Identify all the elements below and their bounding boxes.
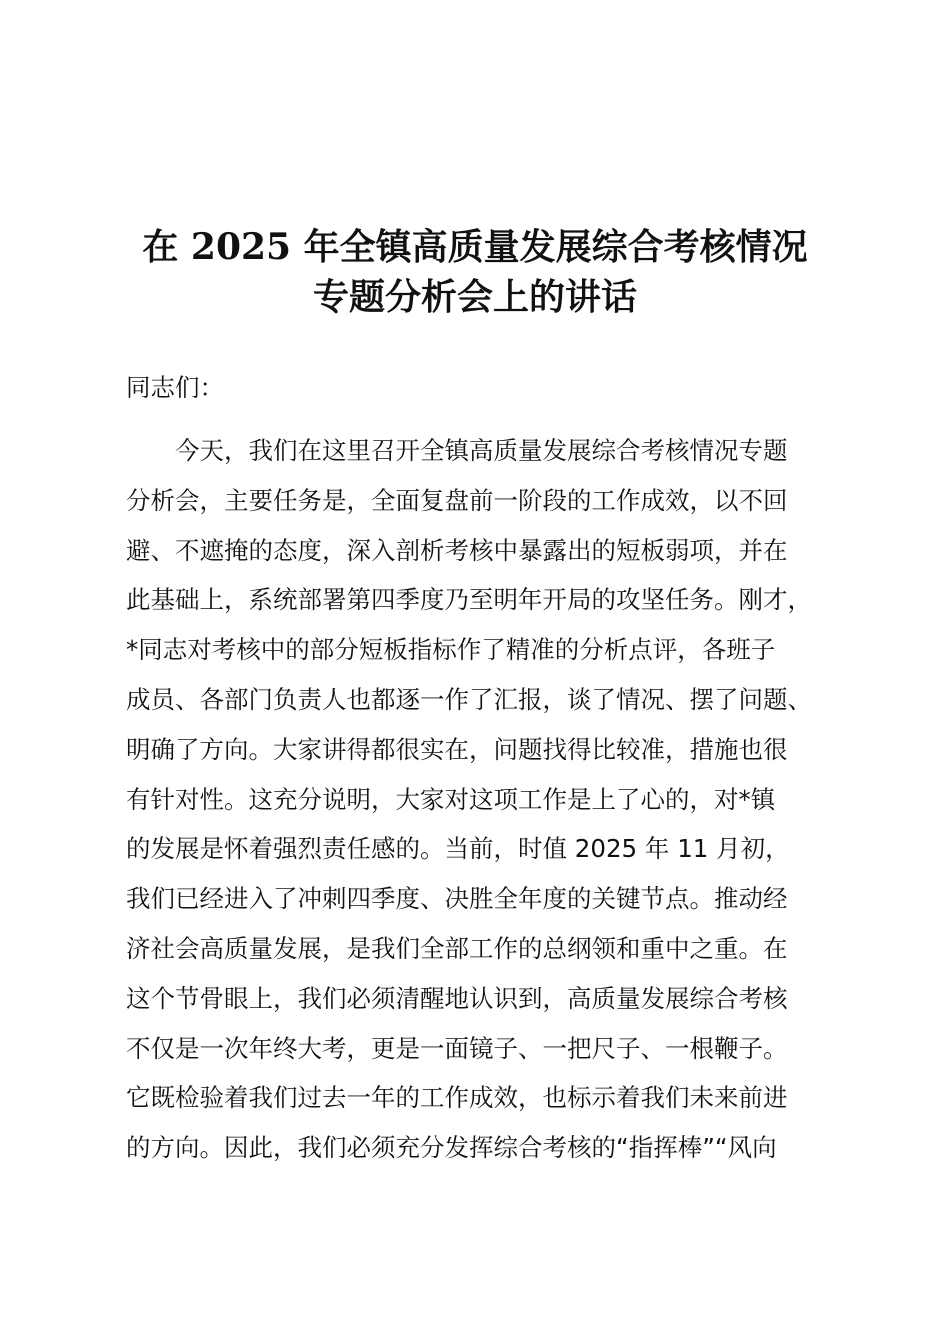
- paragraph-line: 这个节骨眼上，我们必须清醒地认识到，高质量发展综合考核: [126, 983, 788, 1013]
- title-line-2: 专题分析会上的讲话: [312, 276, 637, 319]
- paragraph-line: 的方向。因此，我们必须充分发挥综合考核的“指挥棒”“风向: [126, 1133, 777, 1163]
- paragraph-line: *同志对考核中的部分短板指标作了精准的分析点评，各班子: [126, 635, 776, 665]
- paragraph-line: 避、不遮掩的态度，深入剖析考核中暴露出的短板弱项，并在: [126, 535, 788, 565]
- paragraph-line: 此基础上，系统部署第四季度乃至明年开局的攻坚任务。刚才，: [126, 585, 812, 615]
- paragraph-line: 成员、各部门负责人也都逐一作了汇报，谈了情况、摆了问题、: [126, 684, 812, 714]
- paragraph: [126, 426, 846, 1173]
- paragraph-line: 明确了方向。大家讲得都很实在，问题找得比较准，措施也很: [126, 734, 788, 764]
- paragraph-line: 济社会高质量发展，是我们全部工作的总纲领和重中之重。在: [126, 933, 788, 963]
- document-title: [60, 222, 890, 322]
- document-body: [126, 368, 846, 1173]
- paragraph-line: 的发展是怀着强烈责任感的。当前，时值 2025 年 11 月初，: [126, 834, 790, 864]
- salutation: 同志们：: [126, 373, 224, 402]
- paragraph-line: 我们已经进入了冲刺四季度、决胜全年度的关键节点。推动经: [126, 884, 788, 914]
- title-line-1: 在 2025 年全镇高质量发展综合考核情况: [142, 226, 808, 269]
- paragraph-line: 有针对性。这充分说明，大家对这项工作是上了心的，对*镇: [126, 784, 776, 814]
- paragraph-line: 分析会，主要任务是，全面复盘前一阶段的工作成效，以不回: [126, 485, 788, 515]
- paragraph-line: 不仅是一次年终大考，更是一面镜子、一把尺子、一根鞭子。: [126, 1033, 788, 1063]
- paragraph-line: 今天，我们在这里召开全镇高质量发展综合考核情况专题: [175, 436, 788, 465]
- paragraph-line: 它既检验着我们过去一年的工作成效，也标示着我们未来前进: [126, 1083, 788, 1113]
